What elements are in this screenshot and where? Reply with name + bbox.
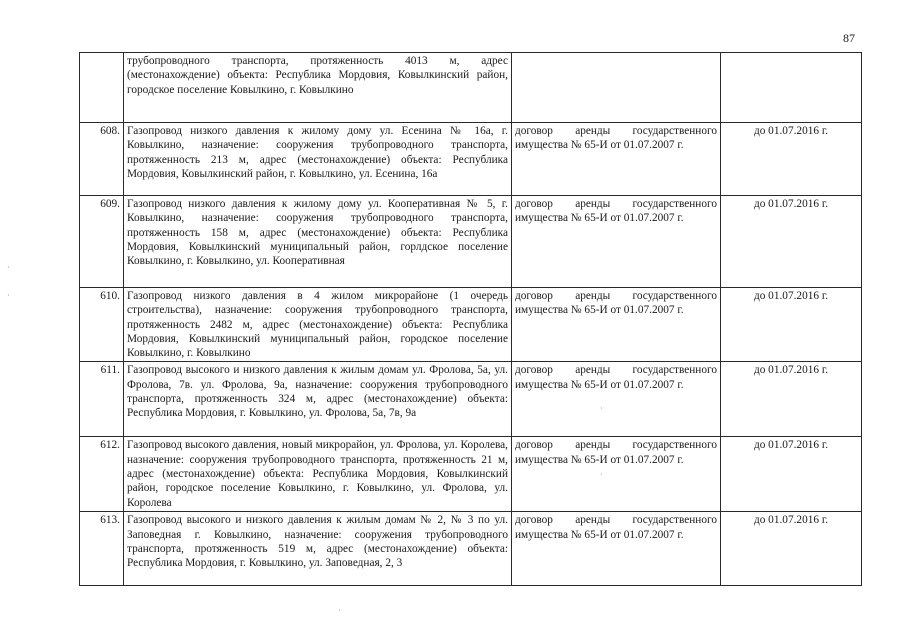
object-description: Газопровод низкого давления к жилому дому ул. Кооперативная № 5, г. Ковылкино, назначение: сооружения трубопроводного транспорта, протяженность 158 м, адрес (местонахождение) объекта: Республика Мордовия, Ковылкинский муниципальный район, горлдское поселение Ковылкино, г. Ковылкино, ул. Кооперативная — [124, 196, 512, 288]
object-description: Газопровод высокого давления, новый микрорайон, ул. Фролова, ул. Королева, назначение: сооружения трубопроводного транспорта, протяженность 21 м, адрес (местонахождение) объекта: Республика Мордовия, Ковылкинский район, городское поселение Ковылкино, г. Ковылкино, ул. Фролова, ул. Королева — [124, 437, 512, 512]
lease-document: договор аренды государственного имущества № 65-И от 01.07.2007 г. — [512, 288, 721, 362]
lease-document: договор аренды государственного имущества № 65-И от 01.07.2007 г. — [512, 437, 721, 512]
scan-speck: · — [7, 263, 10, 272]
object-description: Газопровод низкого давления к жилому дому ул. Есенина № 16а, г. Ковылкино, назначение: сооружения трубопроводного транспорта, протяженность 213 м, адрес (местонахождение) объекта: Республика Мордовия, Ковылкинский район, г. Ковылкино, ул. Есенина, 16а — [124, 123, 512, 196]
lease-term: до 01.07.2016 г. — [721, 437, 862, 512]
table-row — [80, 196, 862, 288]
row-number: 611. — [80, 362, 124, 437]
lease-document: договор аренды государственного имущества № 65-И от 01.07.2007 г. — [512, 512, 721, 586]
object-description: Газопровод высокого и низкого давления к жилым домам № 2, № 3 по ул. Заповедная г. Ковылкино, назначение: сооружения трубопроводного транспорта, протяженность 519 м, адрес (местонахождение) объекта: Республика Мордовия, г. Ковылкино, ул. Заповедная, 2, 3 — [124, 512, 512, 586]
table-row — [80, 123, 862, 196]
lease-term: до 01.07.2016 г. — [721, 123, 862, 196]
scan-speck: · — [600, 470, 603, 479]
lease-document: договор аренды государственного имущества № 65-И от 01.07.2007 г. — [512, 123, 721, 196]
page-number: 87 — [843, 31, 855, 45]
table-row — [80, 288, 862, 362]
scan-speck: · — [338, 606, 341, 615]
table-row — [80, 362, 862, 437]
lease-term: до 01.07.2016 г. — [721, 512, 862, 586]
object-description: Газопровод высокого и низкого давления к жилым домам ул. Фролова, 5а, ул. Фролова, 7в. ул. Фролова, 9а, назначение: сооружения трубопроводного транспорта, протяженность 324 м, адрес (местонахождение) объекта: Республика Мордовия, г. Ковылкино, ул. Фролова, 5а, 7в, 9а — [124, 362, 512, 437]
object-description: трубопроводного транспорта, протяженность 4013 м, адрес (местонахождение) объекта: Республика Мордовия, Ковылкинский район, городское поселение Ковылкино, г. Ковылкино — [124, 53, 512, 123]
table-row — [80, 53, 862, 123]
lease-term: до 01.07.2016 г. — [721, 362, 862, 437]
scan-speck: · — [600, 404, 603, 413]
row-number: 610. — [80, 288, 124, 362]
row-number: 612. — [80, 437, 124, 512]
row-number: 613. — [80, 512, 124, 586]
lease-term: до 01.07.2016 г. — [721, 288, 862, 362]
property-registry-table — [79, 52, 862, 586]
table-row — [80, 512, 862, 586]
lease-document: договор аренды государственного имущества № 65-И от 01.07.2007 г. — [512, 362, 721, 437]
row-number — [80, 53, 124, 123]
lease-term — [721, 53, 862, 123]
lease-document — [512, 53, 721, 123]
lease-term: до 01.07.2016 г. — [721, 196, 862, 288]
table-row — [80, 437, 862, 512]
row-number: 609. — [80, 196, 124, 288]
object-description: Газопровод низкого давления в 4 жилом микрорайоне (1 очередь строительства), назначение: сооружения трубопроводного транспорта, протяженность 2482 м, адрес (местонахождение) объекта: Республика Мордовия, Ковылкинский муниципальный район, городское поселение Ковылкино, г. Ковылкино — [124, 288, 512, 362]
row-number: 608. — [80, 123, 124, 196]
lease-document: договор аренды государственного имущества № 65-И от 01.07.2007 г. — [512, 196, 721, 288]
scan-speck: · — [7, 291, 10, 300]
